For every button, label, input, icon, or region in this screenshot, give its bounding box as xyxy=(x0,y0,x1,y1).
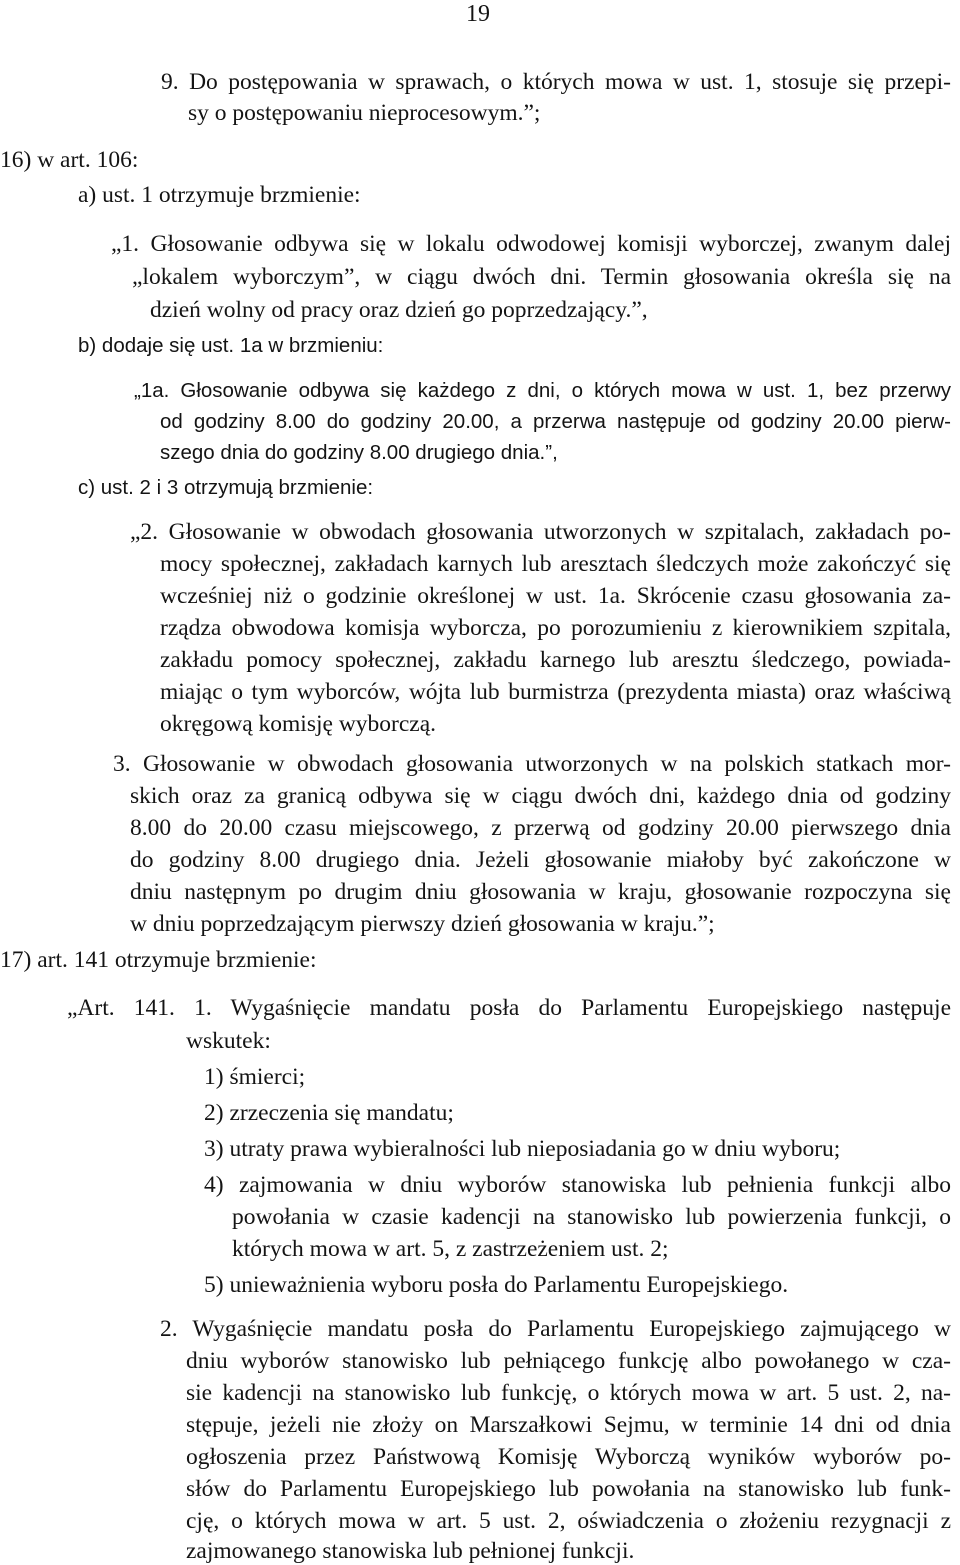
ust-1-line-2: „lokalem wyborczym”, w ciągu dwóch dni. Termin głosowania określa się na xyxy=(132,264,951,290)
ust-2-line-1: „2. Głosowanie w obwodach głosowania utworzonych w szpitalach, zakładach po- xyxy=(130,519,951,545)
art-141-ust-2-line-1: 2. Wygaśnięcie mandatu posła do Parlamentu Europejskiego zajmującego w xyxy=(160,1316,951,1342)
art-141-item-3: 3) utraty prawa wybieralności lub nieposiadania go w dniu wyboru; xyxy=(204,1136,841,1162)
art-141-item-4-line-1: 4) zajmowania w dniu wyborów stanowiska lub pełnienia funkcji albo xyxy=(204,1172,951,1198)
ust-1a-line-3: szego dnia do godziny 8.00 drugiego dnia.”, xyxy=(160,441,558,464)
ust-3-line-2: skich oraz za granicą odbywa się w ciągu dwóch dni, każdego dnia od godziny xyxy=(130,783,951,809)
art-141-ust-2-line-4: stępuje, jeżeli nie złoży on Marszałkowi Sejmu, w terminie 14 dni od dnia xyxy=(186,1412,951,1438)
ust-1a-line-1: „1a. Głosowanie odbywa się każdego z dni, o których mowa w ust. 1, bez przerwy xyxy=(134,379,951,402)
art-141-item-5: 5) unieważnienia wyboru posła do Parlamentu Europejskiego. xyxy=(204,1272,789,1298)
letter-b-heading: b) dodaje się ust. 1a w brzmieniu: xyxy=(78,334,384,357)
art-141-ust-2-line-8: zajmowanego stanowiska lub pełnionej funkcji. xyxy=(186,1538,635,1564)
paragraph-9-line-1: 9. Do postępowania w sprawach, o których mowa w ust. 1, stosuje się przepi- xyxy=(161,69,951,95)
art-141-item-2: 2) zrzeczenia się mandatu; xyxy=(204,1100,454,1126)
letter-c-heading: c) ust. 2 i 3 otrzymują brzmienie: xyxy=(78,476,374,499)
art-141-ust-2-line-2: dniu wyborów stanowisko lub pełniącego funkcję albo powołanego w cza- xyxy=(186,1348,951,1374)
art-141-ust-2-line-5: ogłoszenia przez Państwową Komisję Wyborczą wyników wyborów po- xyxy=(186,1444,951,1470)
ust-3-line-1: 3. Głosowanie w obwodach głosowania utworzonych w na polskich statkach mor- xyxy=(113,751,951,777)
art-141-ust-2-line-3: sie kadencji na stanowisko lub funkcję, o których mowa w art. 5 ust. 2, na- xyxy=(186,1380,951,1406)
art-141-ust-2-line-7: cję, o których mowa w art. 5 ust. 2, oświadczenia o złożeniu rezygnacji z xyxy=(186,1508,951,1534)
letter-a-heading: a) ust. 1 otrzymuje brzmienie: xyxy=(78,182,361,208)
ust-3-line-3: 8.00 do 20.00 czasu miejscowego, z przerwą od godziny 20.00 pierwszego dnia xyxy=(130,815,951,841)
point-17-heading: 17) art. 141 otrzymuje brzmienie: xyxy=(0,947,317,973)
ust-2-line-2: mocy społecznej, zakładach karnych lub aresztach śledczych może zakończyć się xyxy=(160,551,951,577)
ust-2-line-5: zakładu pomocy społecznej, zakładu karnego lub aresztu śledczego, powiada- xyxy=(160,647,951,673)
ust-1-line-1: „1. Głosowanie odbywa się w lokalu odwodowej komisji wyborczej, zwanym dalej xyxy=(111,231,951,257)
art-141-item-1: 1) śmierci; xyxy=(204,1064,306,1090)
ust-1-line-3: dzień wolny od pracy oraz dzień go poprzedzający.”, xyxy=(150,297,648,323)
ust-3-line-6: w dniu poprzedzającym pierwszy dzień głosowania w kraju.”; xyxy=(130,911,715,937)
ust-3-line-4: do godziny 8.00 drugiego dnia. Jeżeli głosowanie miałoby być zakończone w xyxy=(130,847,951,873)
ust-2-line-6: miając o tym wyborców, wójta lub burmistrza (prezydenta miasta) oraz właściwą xyxy=(160,679,951,705)
ust-3-line-5: dniu następnym po drugim dniu głosowania w kraju, głosowanie rozpoczyna się xyxy=(130,879,951,905)
art-141-line-1: „Art. 141. 1. Wygaśnięcie mandatu posła do Parlamentu Europejskiego następuje xyxy=(67,995,951,1021)
ust-2-line-3: wcześniej niż o godzinie określonej w ust. 1a. Skrócenie czasu głosowania za- xyxy=(160,583,951,609)
art-141-item-4-line-3: których mowa w art. 5, z zastrzeżeniem ust. 2; xyxy=(232,1236,669,1262)
art-141-item-4-line-2: powołania w czasie kadencji na stanowisko lub powierzenia funkcji, o xyxy=(232,1204,951,1230)
ust-1a-line-2: od godziny 8.00 do godziny 20.00, a przerwa następuje od godziny 20.00 pierw- xyxy=(160,410,951,433)
point-16-heading: 16) w art. 106: xyxy=(0,147,139,173)
ust-2-line-4: rządza obwodowa komisja wyborcza, po porozumieniu z kierownikiem szpitala, xyxy=(160,615,951,641)
art-141-line-2: wskutek: xyxy=(186,1028,271,1054)
page-number: 19 xyxy=(466,1,490,27)
ust-2-line-7: okręgową komisję wyborczą. xyxy=(160,711,437,737)
paragraph-9-line-2: sy o postępowaniu nieprocesowym.”; xyxy=(188,100,541,126)
art-141-ust-2-line-6: słów do Parlamentu Europejskiego lub powołania na stanowisko lub funk- xyxy=(186,1476,951,1502)
